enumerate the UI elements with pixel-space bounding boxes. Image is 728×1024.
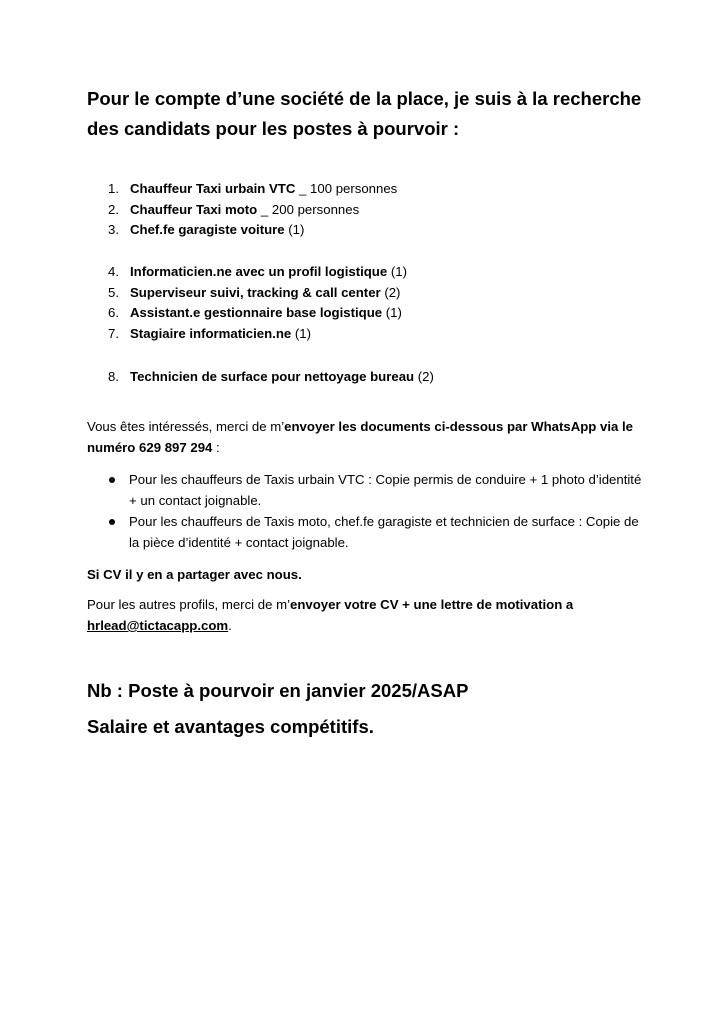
position-title: Superviseur suivi, tracking & call center: [130, 284, 381, 300]
position-detail: (1): [387, 264, 407, 279]
other-profiles-instructions: [87, 594, 647, 636]
position-item: [108, 179, 628, 200]
position-number: 5.: [108, 284, 119, 300]
positions-list-group-2: [108, 262, 628, 344]
position-title: Assistant.e gestionnaire base logistique: [130, 305, 383, 321]
position-detail: (1): [291, 325, 312, 341]
position-detail: (2): [414, 369, 434, 384]
positions-list-group-1: [108, 179, 628, 241]
position-detail: _ 200 personnes: [257, 201, 360, 217]
position-number: 8.: [108, 369, 119, 384]
whatsapp-instructions: [87, 416, 647, 458]
email-link[interactable]: hrlead@tictacapp.com: [87, 618, 229, 633]
intro-bold: envoyer les documents ci-dessous par WhatsApp via le numéro 629 897 294: [87, 419, 634, 455]
others-bold: envoyer votre CV + une lettre de motivation a: [290, 597, 574, 612]
bullet-icon: [109, 519, 115, 525]
positions-list-group-3: [108, 367, 628, 388]
salary-note: Salaire et avantages compétitifs.: [87, 716, 374, 737]
position-number: 4.: [108, 264, 119, 279]
position-number: 1.: [108, 181, 119, 196]
position-title: Chauffeur Taxi moto: [130, 201, 258, 217]
position-item: [108, 200, 628, 221]
position-item: [108, 324, 628, 345]
position-detail: (1): [382, 305, 402, 321]
position-item: [108, 262, 628, 283]
others-suffix: .: [228, 618, 232, 633]
position-detail: _ 100 personnes: [295, 181, 398, 196]
position-item: [108, 367, 628, 388]
position-title: Technicien de surface pour nettoyage bureau: [130, 369, 415, 384]
position-detail: (1): [284, 222, 305, 238]
position-item: [108, 303, 628, 324]
requirement-item: [105, 511, 645, 553]
position-title: Informaticien.ne avec un profil logistique: [130, 264, 388, 279]
position-title: Chef.fe garagiste voiture: [130, 222, 285, 238]
position-title: Chauffeur Taxi urbain VTC: [130, 181, 296, 196]
bullet-icon: [109, 477, 115, 483]
position-item: [108, 220, 628, 241]
position-title: Stagiaire informaticien.ne: [130, 325, 292, 341]
position-number: 2.: [108, 201, 119, 217]
page-heading: Pour le compte d’une société de la place, je suis à la recherche des candidats pour les postes à pourvoir :: [87, 88, 642, 139]
requirement-text: Pour les chauffeurs de Taxis urbain VTC : Copie permis de conduire + 1 photo d’identité + un contact joignable.: [129, 472, 642, 508]
nb-note: Nb : Poste à pourvoir en janvier 2025/ASAP: [87, 680, 469, 701]
position-detail: (2): [380, 284, 401, 300]
cv-note: Si CV il y en a partager avec nous.: [87, 567, 302, 582]
requirements-list: [105, 469, 645, 553]
requirement-text: Pour les chauffeurs de Taxis moto, chef.fe garagiste et technicien de surface : Copie de la pièce d’identité + contact joignable.: [129, 514, 639, 550]
position-item: [108, 283, 628, 304]
position-number: 6.: [108, 305, 119, 321]
intro-suffix: :: [212, 440, 220, 455]
position-number: 3.: [108, 222, 119, 238]
others-prefix: Pour les autres profils, merci de m’: [87, 597, 291, 612]
position-number: 7.: [108, 325, 119, 341]
requirement-item: [105, 469, 645, 511]
intro-prefix: Vous êtes intéressés, merci de m’: [87, 419, 285, 434]
